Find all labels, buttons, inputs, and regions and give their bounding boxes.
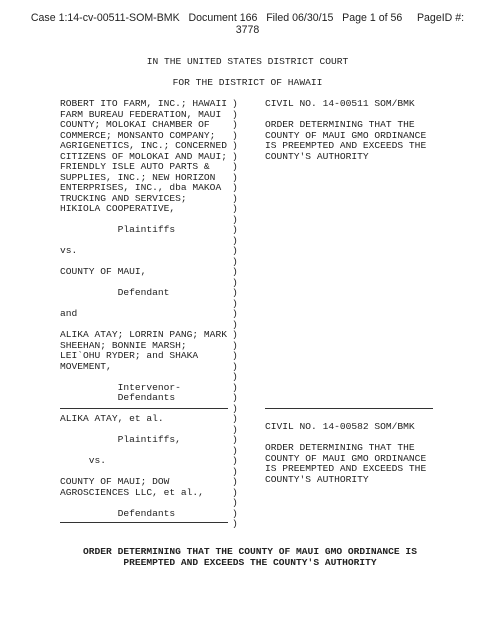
caption-party-line: Defendants <box>60 392 176 403</box>
caption-party-line: and <box>60 308 78 319</box>
caption-paren: ) <box>232 371 238 382</box>
caption-paren: ) <box>232 381 238 393</box>
caption-paren: ) <box>232 245 238 256</box>
caption-separator-right-1 <box>265 408 433 409</box>
caption-paren: ) <box>232 486 238 498</box>
caption-paren: ) <box>232 287 238 298</box>
caption-party-line: LEI`OHU RYDER; and SHAKA <box>60 350 199 361</box>
caption-party-line: COMMERCE; MONSANTO COMPANY; <box>60 129 216 141</box>
caption-party-line: MOVEMENT, <box>60 360 112 372</box>
caption-party-line: FRIENDLY ISLE AUTO PARTS & <box>60 161 210 172</box>
caption-party-line: ENTERPRISES, INC., dba MAKOA <box>60 182 222 193</box>
caption-paren: ) <box>232 140 238 151</box>
caption-paren: ) <box>232 255 238 267</box>
caption-paren: ) <box>232 182 238 193</box>
caption-party-line: Plaintiffs <box>60 224 176 235</box>
caption-paren: ) <box>232 276 238 288</box>
order-title-line-2: PREEMPTED AND EXCEEDS THE COUNTY'S AUTHORITY <box>123 556 377 568</box>
caption-paren: ) <box>232 350 238 361</box>
caption-party-line: Plaintiffs, <box>60 434 181 445</box>
caption-paren: ) <box>232 308 238 319</box>
case-info-line: COUNTY'S AUTHORITY <box>265 150 369 162</box>
caption-party-line <box>60 236 227 247</box>
caption-paren: ) <box>232 465 238 477</box>
caption-paren: ) <box>232 476 238 487</box>
caption-party-line: Defendants <box>60 507 176 519</box>
caption-party-line: ROBERT ITO FARM, INC.; HAWAII <box>60 98 227 109</box>
caption-party-line: vs. <box>60 455 107 466</box>
caption-paren: ) <box>232 129 238 141</box>
caption-party-line: Intervenor- <box>60 381 181 393</box>
caption-party-line <box>60 519 227 530</box>
caption-party-line: FARM BUREAU FEDERATION, MAUI <box>60 108 222 120</box>
caption-paren: ) <box>232 518 238 529</box>
caption-paren: ) <box>232 98 238 109</box>
caption-party-line: CITIZENS OF MOLOKAI AND MAUI; <box>60 150 227 162</box>
caption-paren: ) <box>232 329 238 340</box>
caption-paren: ) <box>232 360 238 372</box>
caption-paren: ) <box>232 203 238 214</box>
caption-paren: ) <box>232 318 238 330</box>
caption-party-line: TRUCKING AND SERVICES; <box>60 192 187 204</box>
caption-party-line <box>60 299 227 310</box>
caption-paren: ) <box>232 213 238 225</box>
caption-paren: ) <box>232 108 238 120</box>
caption-party-line: ALIKA ATAY, et al. <box>60 413 164 424</box>
case-header <box>0 12 495 36</box>
caption-party-line <box>60 498 227 509</box>
caption-party-line: SUPPLIES, INC.; NEW HORIZON <box>60 171 216 183</box>
caption-separator-left-1 <box>60 408 228 409</box>
case-info-line: IS PREEMPTED AND EXCEEDS THE <box>265 140 427 151</box>
caption-separator-left-2 <box>60 522 228 523</box>
case-info-block-2 <box>265 422 426 485</box>
caption-party-line: HIKIOLA COOPERATIVE, <box>60 203 176 214</box>
caption-party-line: AGRIGENETICS, INC.; CONCERNED <box>60 140 227 151</box>
caption-paren: ) <box>232 507 238 519</box>
case-info-line: CIVIL NO. 14-00582 SOM/BMK <box>265 421 415 432</box>
caption-paren: ) <box>232 234 238 246</box>
caption-party-line: COUNTY; MOLOKAI CHAMBER OF <box>60 119 210 130</box>
order-title-line-1: ORDER DETERMINING THAT THE COUNTY OF MAUI GMO ORDINANCE IS <box>83 546 417 557</box>
caption-paren: ) <box>232 444 238 456</box>
caption-paren: ) <box>232 413 238 424</box>
caption-party-line: Defendant <box>60 287 170 298</box>
caption-paren: ) <box>232 297 238 309</box>
caption-parties <box>60 99 227 530</box>
caption-party-line <box>60 372 227 383</box>
case-info-line: CIVIL NO. 14-00511 SOM/BMK <box>265 98 415 109</box>
case-info-block-1 <box>265 99 426 162</box>
case-info-line: COUNTY'S AUTHORITY <box>265 473 369 485</box>
case-info-line: COUNTY OF MAUI GMO ORDINANCE <box>265 129 427 141</box>
court-district: FOR THE DISTRICT OF HAWAII <box>172 77 323 88</box>
caption-paren: ) <box>232 455 238 466</box>
caption-party-line: vs. <box>60 245 78 256</box>
court-name: IN THE UNITED STATES DISTRICT COURT <box>146 56 349 67</box>
caption-paren: ) <box>232 402 238 414</box>
order-title <box>60 547 440 568</box>
caption-paren: ) <box>232 339 238 351</box>
caption-party-line: COUNTY OF MAUI; DOW <box>60 476 170 487</box>
caption-party-line: ALIKA ATAY; LORRIN PANG; MARK <box>60 329 227 340</box>
caption-paren: ) <box>232 434 238 445</box>
caption-paren: ) <box>232 423 238 435</box>
caption-paren: ) <box>232 497 238 508</box>
case-info-line: COUNTY OF MAUI GMO ORDINANCE <box>265 452 427 464</box>
caption-paren: ) <box>232 150 238 162</box>
caption-paren: ) <box>232 224 238 235</box>
case-info-line: ORDER DETERMINING THAT THE <box>265 442 415 453</box>
caption-paren: ) <box>232 192 238 204</box>
case-info-line: ORDER DETERMINING THAT THE <box>265 119 415 130</box>
caption-paren: ) <box>232 266 238 277</box>
case-header-line-1: Case 1:14-cv-00511-SOM-BMK Document 166 Filed 06/30/15 Page 1 of 56 PageID #: <box>30 12 465 24</box>
caption-party-line: SHEEHAN; BONNIE MARSH; <box>60 339 187 351</box>
case-info-line: IS PREEMPTED AND EXCEEDS THE <box>265 463 427 474</box>
case-header-line-2: 3778 <box>235 24 260 36</box>
caption-paren-column <box>232 99 238 530</box>
caption-paren: ) <box>232 392 238 403</box>
caption-paren: ) <box>232 171 238 183</box>
caption-paren: ) <box>232 119 238 130</box>
caption-paren: ) <box>232 161 238 172</box>
caption-party-line: COUNTY OF MAUI, <box>60 266 147 277</box>
caption-party-line: AGROSCIENCES LLC, et al., <box>60 486 204 498</box>
